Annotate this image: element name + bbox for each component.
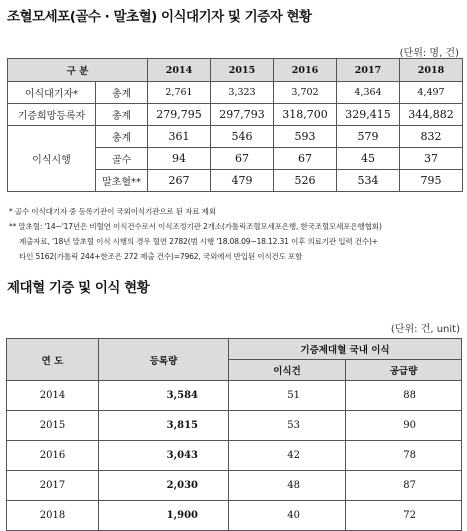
header-row <box>7 339 462 360</box>
section1-unit: (단위: 명, 건) <box>399 48 459 59</box>
category-header: 구 분 <box>8 59 148 82</box>
registered-cell: 3,043 <box>99 441 229 471</box>
cell: 361 <box>148 126 211 148</box>
cell: 832 <box>400 126 463 148</box>
table-row <box>8 82 463 104</box>
footnote: 제출자료, '18년 말초혈 이식 시행의 경우 혈연 2782(범 시행 '18.08.09~18.12.31 이후 의료기관 입력 건수)+ <box>19 237 378 246</box>
cell: 45 <box>337 148 400 170</box>
cell: 3,323 <box>211 82 274 104</box>
year-header: 2015 <box>211 59 274 82</box>
cell: 318,700 <box>274 104 337 126</box>
table-row <box>7 471 462 501</box>
footnote: * 골수 이식대기자 중 등록기관이 국외이식기관으로 된 자료 제외 <box>9 207 216 216</box>
footnote: 타인 5162(가톨릭 244+한조은 272 제출 건수)=7962, 국외에서 반입된 이식건도 포함 <box>19 252 303 261</box>
year-header: 2017 <box>337 59 400 82</box>
registered-cell: 1,900 <box>99 501 229 531</box>
cell: 279,795 <box>148 104 211 126</box>
supply-cell: 88 <box>346 381 462 411</box>
supply-cell: 78 <box>346 441 462 471</box>
registered-cell: 3,815 <box>99 411 229 441</box>
cell: 546 <box>211 126 274 148</box>
supply-cell: 90 <box>346 411 462 441</box>
year-cell: 2015 <box>7 411 99 441</box>
transplant-cell: 42 <box>229 441 346 471</box>
cell: 2,761 <box>148 82 211 104</box>
cell: 795 <box>400 170 463 192</box>
cell: 593 <box>274 126 337 148</box>
registered-header: 등록량 <box>99 339 229 381</box>
table-row <box>8 126 463 148</box>
cord-blood-table <box>6 338 462 531</box>
row-label: 이식대기자* <box>8 82 96 104</box>
cell: 37 <box>400 148 463 170</box>
row-sublabel: 골수 <box>96 148 148 170</box>
cell: 479 <box>211 170 274 192</box>
cell: 297,793 <box>211 104 274 126</box>
table-row <box>7 381 462 411</box>
year-cell: 2016 <box>7 441 99 471</box>
supply-header: 공급량 <box>346 360 462 381</box>
cell: 534 <box>337 170 400 192</box>
row-label: 기증희망등록자 <box>8 104 96 126</box>
year-cell: 2018 <box>7 501 99 531</box>
transplant-cell: 48 <box>229 471 346 501</box>
row-sublabel: 말초혈** <box>96 170 148 192</box>
header-row <box>8 59 463 82</box>
row-sublabel: 총계 <box>96 104 148 126</box>
donor-waitlist-table <box>7 58 463 192</box>
registered-cell: 2,030 <box>99 471 229 501</box>
cell: 267 <box>148 170 211 192</box>
cell: 4,364 <box>337 82 400 104</box>
year-header: 연 도 <box>7 339 99 381</box>
supply-cell: 72 <box>346 501 462 531</box>
row-sublabel: 총계 <box>96 126 148 148</box>
table-row <box>7 501 462 531</box>
transplant-cell: 53 <box>229 411 346 441</box>
cell: 579 <box>337 126 400 148</box>
year-header: 2016 <box>274 59 337 82</box>
year-cell: 2017 <box>7 471 99 501</box>
table-row <box>8 104 463 126</box>
section2-unit: (단위: 건, unit) <box>390 324 460 335</box>
row-label: 이식시행 <box>8 126 96 192</box>
supply-cell: 87 <box>346 471 462 501</box>
footnotes <box>9 204 461 264</box>
registered-cell: 3,584 <box>99 381 229 411</box>
footnote: ** 말초혈: '14~'17년은 비혈연 이식건수로서 이식조정기관 2개소(가톨릭조혈모세포은행, 한국조혈모세포은행협회) <box>9 222 382 231</box>
year-cell: 2014 <box>7 381 99 411</box>
cell: 67 <box>211 148 274 170</box>
cell: 94 <box>148 148 211 170</box>
section2-title: 제대혈 기증 및 이식 현황 <box>7 280 150 296</box>
cell: 67 <box>274 148 337 170</box>
year-header: 2014 <box>148 59 211 82</box>
year-header: 2018 <box>400 59 463 82</box>
cell: 344,882 <box>400 104 463 126</box>
table-row <box>7 441 462 471</box>
cell: 329,415 <box>337 104 400 126</box>
transplant-header: 이식건 <box>229 360 346 381</box>
section1-title: 조혈모세포(골수 · 말초혈) 이식대기자 및 기증자 현황 <box>7 9 312 25</box>
group-header: 기증제대혈 국내 이식 <box>229 339 462 360</box>
cell: 4,497 <box>400 82 463 104</box>
row-sublabel: 총계 <box>96 82 148 104</box>
table-row <box>7 411 462 441</box>
transplant-cell: 40 <box>229 501 346 531</box>
transplant-cell: 51 <box>229 381 346 411</box>
cell: 526 <box>274 170 337 192</box>
cell: 3,702 <box>274 82 337 104</box>
